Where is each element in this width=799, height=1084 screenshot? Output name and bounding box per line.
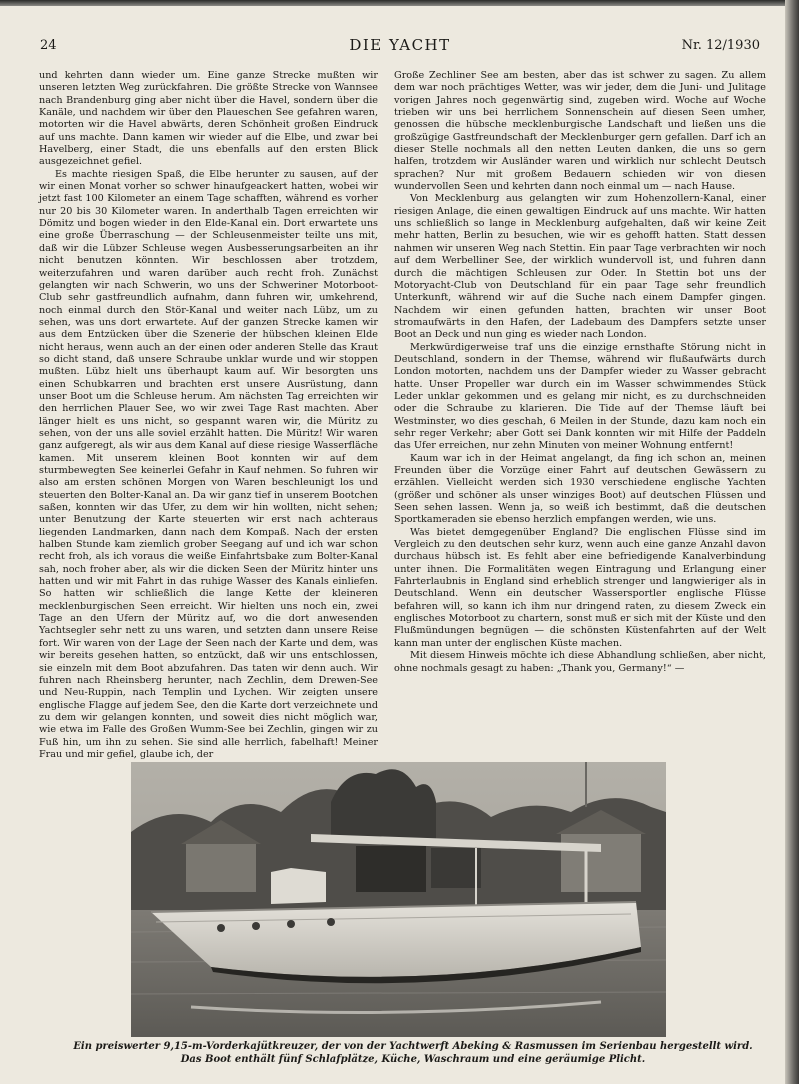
porthole xyxy=(327,918,335,926)
paragraph: Was bietet demgegenüber England? Die englischen Flüsse sind im Vergleich zu den deutschen sehr kurz, wenn auch eine ganze Anzahl davon durchaus hübsch ist. Es fehlt aber eine befriedigende Kanalverbindung unter ihnen. Die Formalitäten wegen Eintragung und Erlangung einer Fahrterlaubnis in England sind erheblich strenger und langwieriger als in Deutschland. Wenn ein deutscher Wassersportler englische Flüsse befahren will, so kann ich ihm nur dringend raten, zu diesem Zweck ein englisches Motorboot zu chartern, sonst muß er sich mit der Küste und den Flußmündungen begnügen — die schönsten Küstenfahrten auf der Welt kann man unter der englischen Küste machen. xyxy=(394,526,766,649)
paragraph: Von Mecklenburg aus gelangten wir zum Hohenzollern-Kanal, einer riesigen Anlage, die einen gewaltigen Eindruck auf uns machte. Wir hatten uns schließlich so lange in Mecklenburg aufgehalten, daß wir keine Zeit mehr hatten, Berlin zu besuchen, wie wir es gehofft hatten. Statt dessen nahmen wir unseren Weg nach Stettin. Ein paar Tage verbrachten wir noch auf dem Werbelliner See, der wirklich wundervoll ist, und fuhren dann durch die mächtigen Schleusen zur Oder. In Stettin bot uns der Motoryacht-Club von Deutschland für ein paar Tage sehr freundlich Unterkunft, während wir auf die Suche nach einem Dampfer gingen. Nachdem wir einen gefunden hatten, brachten wir unser Boot stromaufwärts in den Hafen, der Ladebaum des Dampfers setzte unser Boot an Deck und nun ging es wieder nach London. xyxy=(394,193,766,341)
boat-photo-illustration xyxy=(131,762,666,1037)
journal-title: DIE YACHT xyxy=(349,36,451,54)
motorboat-photo xyxy=(131,762,666,1037)
paragraph: Große Zechliner See am besten, aber das ist schwer zu sagen. Zu allem dem war noch prächtiges Wetter, was wir jeder, dem die Juni- und Julitage vorigen Jahres noch gegenwärtig sind, zugeben wird. Woche auf Woche trieben wir uns bei herrlichem Sonnenschein auf diesen Seen umher, genossen die hübsche mecklenburgische Landschaft und ließen uns die großzügige Gastfreundschaft der Mecklenburger gern gefallen. Darf ich an dieser Stelle nochmals all den netten Leuten danken, die uns so gern halfen, trotzdem wir Ausländer waren und wirklich nur schlecht Deutsch sprachen? Nur mit großem Bedauern schieden wir von diesen wundervollen Seen und kehrten dann noch einmal um — nach Hause. xyxy=(394,70,766,193)
page-top-shadow xyxy=(0,0,799,6)
shore-building xyxy=(561,832,641,892)
paragraph: Kaum war ich in der Heimat angelangt, da fing ich schon an, meinen Freunden über die Vorzüge einer Fahrt auf deutschen Gewässern zu erzählen. Vielleicht werden sich 1930 verschiedene englische Yachten (größer und schöner als unser winziges Boot) auf deutschen Flüssen und Seen sehen lassen. Wenn ja, so weiß ich bestimmt, daß die deutschen Sportkameraden sie ebenso herzlich empfangen werden, wie uns. xyxy=(394,452,766,526)
page-number: 24 xyxy=(40,38,57,53)
paragraph: Merkwürdigerweise traf uns die einzige ernsthafte Störung nicht in Deutschland, sondern in der Themse, während wir flußaufwärts durch London motorten, nachdem uns der Dampfer wieder zu Wasser gebracht hatte. Unser Propeller war durch ein im Wasser schwimmendes Stück Leder unklar gekommen und es gelang mir nicht, es zu durchschneiden oder die Schraube zu klarieren. Die Tide auf der Themse läuft bei Westminster, wo dies geschah, 6 Meilen in der Stunde, dazu kam noch ein sehr reger Verkehr; aber Gott sei Dank konnten wir mit Hilfe der Paddeln das Ufer erreichen, nur zehn Minuten von meiner Wohnung entfernt! xyxy=(394,341,766,452)
cabin-window-dark xyxy=(356,846,426,892)
photo-caption: Ein preiswerter 9,15-m-Vorderkajütkreuzer, der von der Yachtwerft Abeking & Rasmussen im Serienbau hergestellt wird. Das Boot enthält fünf Schlafplätze, Küche, Waschraum und eine geräumige Plicht. xyxy=(73,1041,753,1065)
shore-house xyxy=(186,842,256,892)
cockpit-shade xyxy=(431,848,481,888)
page-header xyxy=(40,36,760,58)
closing-paragraph: Mit diesem Hinweis möchte ich diese Abhandlung schließen, aber nicht, ohne nochmals gesagt zu haben: „Thank you, Germany!“ — xyxy=(394,650,766,674)
porthole xyxy=(217,924,225,932)
right-text-column xyxy=(394,70,766,746)
issue-number: Nr. 12/1930 xyxy=(681,38,760,53)
porthole xyxy=(287,920,295,928)
forward-cabin xyxy=(271,868,326,904)
porthole xyxy=(252,922,260,930)
paragraph: Es machte riesigen Spaß, die Elbe herunter zu sausen, auf der wir einen Monat vorher so schwer hinaufgeackert hatten, wobei wir jetzt fast 100 Kilometer an einem Tage schafften, während es vorher nur 20 bis 30 Kilometer waren. In anderthalb Tagen erreichten wir Dömitz und bogen wieder in den Elde-Kanal ein. Dort erwartete uns eine große Überraschung — der Schleusenmeister teilte uns mit, daß wir die Lübzer Schleuse wegen Ausbesserungsarbeiten an ihr nicht benutzen könnten. Wir beschlossen aber trotzdem, weiterzufahren und waren darüber auch recht froh. Zunächst gelangten wir nach Schwerin, wo uns der Schweriner Motorboot-Club sehr gastfreundlich aufnahm, dann fuhren wir, umkehrend, noch einmal durch den Stör-Kanal und weiter nach Lübz, um zu sehen, was uns dort erwartete. Auf der ganzen Strecke kamen wir aus dem Entzücken über die Szenerie der hübschen kleinen Elde nicht heraus, wenn auch an der einen oder anderen Stelle das Kraut so dicht stand, daß unsere Schraube unklar wurde und wir stoppen mußten. Lübz hielt uns überhaupt kaum auf. Wir besorgten uns einen Schubkarren und brachten erst unsere Ausrüstung, dann unser Boot um die Schleuse herum. Am nächsten Tag erreichten wir den herrlichen Plauer See, wo wir zwei Tage Rast machten. Aber länger hielt es uns nicht, so gespannt waren wir, die Müritz zu sehen, von der uns alle soviel erzählt hatten. Die Müritz! Wir waren ganz aufgeregt, als wir aus dem Kanal auf diese riesige Wasserfläche kamen. Mit unserem kleinen Boot konnten wir auf dem sturmbewegten See keinerlei Gefahr in Kauf nehmen. So fuhren wir also am ersten schönen Morgen von Waren beschleunigt los und steuerten den Bolter-Kanal an. Da wir ganz tief in unserem Bootchen saßen, konnten wir das Ufer, zu dem wir hin wollten, nicht sehen; unter Benutzung der Karte steuerten wir erst nach achteraus liegenden Landmarken, dann nach dem Kompaß. Nach der ersten halben Stunde kam ziemlich grober Seegang auf und ich war schon recht froh, als ich voraus die weiße Einfahrtsbake zum Bolter-Kanal sah, noch froher aber, als wir die dicken Seen der Müritz hinter uns hatten und wir mit Fahrt in das ruhige Wasser des Kanals einliefen. So hatten wir schließlich die lange Kette der kleineren mecklenburgischen Seen erreicht. Wir hielten uns noch ein, zwei Tage an den Ufern der Müritz auf, wo die dort anwesenden Yachtsegler sehr nett zu uns waren, und setzten dann unsere Reise fort. Wir waren von der Lage der Seen nach der Karte und dem, was wir bereits gesehen hatten, so entzückt, daß wir uns entschlossen, sie einzeln mit dem Boot abzufahren. Das taten wir denn auch. Wir fuhren nach Rheinsberg herunter, nach Zechlin, dem Drewen-See und Neu-Ruppin, nach Templin und Lychen. Wir zeigten unsere englische Flagge auf jedem See, den die Karte dort verzeichnete und zu dem wir gelangen konnten, und soweit dies nicht möglich war, wie etwa im Falle des Großen Wumm-See bei Zechlin, gingen wir zu Fuß hin, um ihn zu sehen. Sie sind alle herrlich, fabelhaft! Meiner Frau und mir gefiel, glaube ich, der xyxy=(39,168,378,760)
page-binding-edge xyxy=(785,0,799,1084)
paragraph: und kehrten dann wieder um. Eine ganze Strecke mußten wir unseren letzten Weg zurückfahren. Die größte Strecke von Wannsee nach Brandenburg ging aber nicht über die Havel, sondern über die Kanäle, und nachdem wir über den Plaueschen See gefahren waren, motorten wir die Havel abwärts, deren Schönheit großen Eindruck auf uns machte. Dann kamen wir wieder auf die Elbe, und zwar bei Havelberg, einer Stadt, die uns ebenfalls auf den ersten Blick ausgezeichnet gefiel. xyxy=(39,70,378,168)
left-text-column xyxy=(39,70,378,760)
